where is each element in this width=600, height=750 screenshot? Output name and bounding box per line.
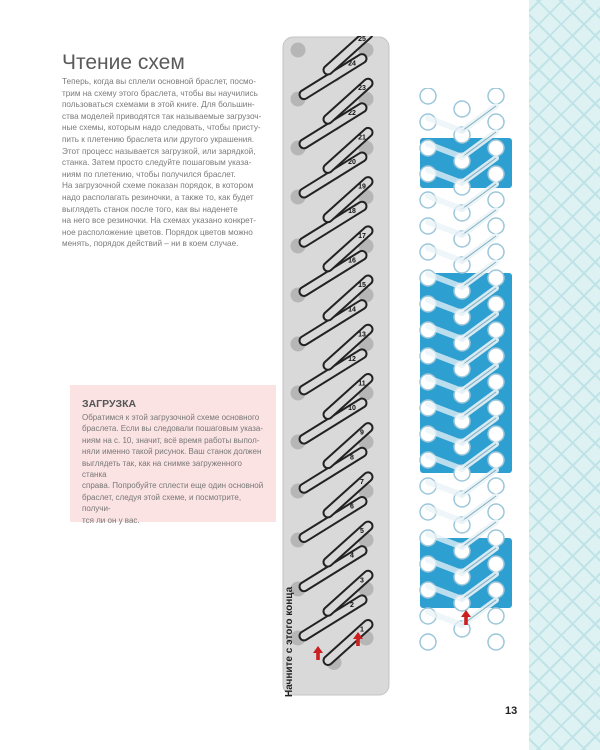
intro-line: ниям по плетению, чтобы получился браслет.: [62, 169, 236, 179]
loom-peg: [488, 140, 504, 156]
intro-line: на него все резиночки. На схемах указано конкрет-: [62, 216, 256, 226]
band-order-number: 3: [360, 577, 364, 585]
loom-peg: [488, 348, 504, 364]
loom-peg: [488, 192, 504, 208]
band-order-number: 2: [350, 601, 354, 609]
loom-peg: [488, 374, 504, 390]
intro-line: выглядеть станок после того, как вы наденете: [62, 204, 238, 214]
loom-peg: [488, 88, 504, 104]
loom-peg: [488, 114, 504, 130]
loom-peg: [488, 322, 504, 338]
band-order-number: 7: [360, 478, 364, 486]
band-order-number: 15: [358, 282, 366, 290]
box-line: справа. Попробуйте сплести еще один основной: [82, 481, 264, 491]
loom-peg: [488, 582, 504, 598]
band-order-number: 23: [358, 85, 366, 93]
band-order-number: 24: [348, 60, 356, 68]
intro-line: ные схемы, которым надо следовать, чтобы присту-: [62, 123, 261, 133]
intro-line: пить к плетению браслета или другого украшения.: [62, 134, 255, 144]
loom-peg: [488, 166, 504, 182]
loom-peg: [488, 530, 504, 546]
loom-peg: [488, 478, 504, 494]
band-order-number: 13: [358, 331, 366, 339]
loading-box-text: [82, 412, 264, 526]
loom-peg: [454, 101, 470, 117]
loom-peg: [488, 218, 504, 234]
band-order-number: 14: [348, 306, 356, 314]
intro-line: Этот процесс называется загрузкой, или зарядкой,: [62, 146, 256, 156]
band-order-number: 20: [348, 159, 356, 167]
box-line: браслета. Если вы следовали пошаговым указа-: [82, 424, 264, 434]
loom-peg: [488, 400, 504, 416]
loom-peg: [488, 244, 504, 260]
band-order-number: 4: [350, 552, 354, 560]
band-order-number: 17: [358, 232, 366, 240]
band-order-number: 6: [350, 503, 354, 511]
band-order-number: 18: [348, 208, 356, 216]
loom-peg: [488, 270, 504, 286]
band-order-number: 21: [358, 134, 366, 142]
loading-box-title: ЗАГРУЗКА: [82, 398, 137, 410]
intro-line: пользоваться схемами в этой книге. Для большин-: [62, 100, 255, 110]
band-order-number: 16: [348, 257, 356, 265]
intro-line: менять, порядок действий – ни в коем случае.: [62, 239, 239, 249]
loom-loading-diagram: [282, 36, 392, 698]
loaded-loom-photo: [404, 88, 516, 660]
band-order-number: 10: [348, 405, 356, 413]
box-line: выглядеть так, как на снимке загруженного станка: [82, 458, 242, 480]
band-order-number: 8: [350, 454, 354, 462]
loom-peg: [488, 452, 504, 468]
box-line: няли именно такой рисунок. Ваш станок должен: [82, 447, 262, 457]
loom-peg-left: [291, 43, 306, 58]
page-title: Чтение схем: [62, 51, 185, 74]
loom-peg: [488, 504, 504, 520]
intro-line: Теперь, когда вы сплели основной браслет, посмо-: [62, 77, 256, 86]
start-here-caption: Начните с этого конца: [284, 586, 295, 697]
band-order-number: 12: [348, 355, 356, 363]
loom-peg: [420, 634, 436, 650]
decorative-chevron-strip: [529, 0, 600, 750]
band-order-number: 25: [358, 36, 366, 43]
box-line: тся ли он у вас.: [82, 515, 140, 525]
band-order-number: 22: [348, 109, 356, 117]
intro-line: ное расположение цветов. Порядок цветов можно: [62, 227, 253, 237]
box-line: Обратимся к этой загрузочной схеме основного: [82, 413, 260, 422]
intro-line: станка. Затем просто следуйте пошаговым указа-: [62, 158, 252, 168]
loom-peg: [488, 426, 504, 442]
loom-peg: [488, 608, 504, 624]
loom-peg: [488, 556, 504, 572]
loom-peg: [420, 88, 436, 104]
intro-line: надо располагать резиночки, а также то, как будет: [62, 192, 254, 202]
intro-line: трим на схему этого браслета, чтобы вы научились: [62, 88, 258, 98]
intro-paragraph: [62, 76, 264, 250]
box-line: ниям на с. 10, значит, всё время работы выпол-: [82, 435, 260, 445]
band-order-number: 9: [360, 429, 364, 437]
intro-line: На загрузочной схеме показан порядок, в котором: [62, 181, 254, 191]
band-order-number: 5: [360, 528, 364, 536]
band-order-number: 11: [358, 380, 366, 388]
loom-peg: [488, 634, 504, 650]
band-order-number: 19: [358, 183, 366, 191]
intro-line: ства моделей приводятся так называемые загрузоч-: [62, 111, 262, 121]
box-line: браслет, следуя этой схеме, и посмотрите, получи-: [82, 492, 242, 514]
band-order-number: 1: [360, 626, 364, 634]
loom-peg: [488, 296, 504, 312]
page-number: 13: [505, 705, 518, 717]
